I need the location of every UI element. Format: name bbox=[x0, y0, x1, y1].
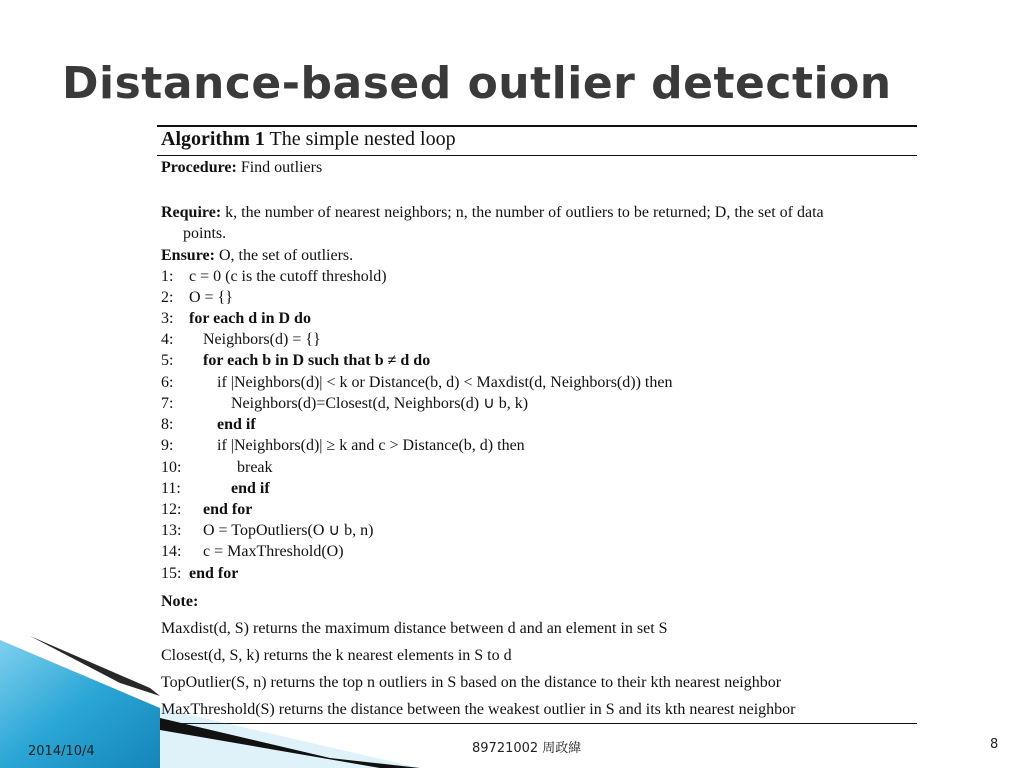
algorithm-name: The simple nested loop bbox=[269, 128, 456, 150]
algo-line-13: 13: O = TopOutliers(O ∪ b, n) bbox=[161, 522, 374, 539]
procedure-label: Procedure: bbox=[161, 159, 237, 176]
algo-line-14: 14: c = MaxThreshold(O) bbox=[161, 543, 344, 560]
require-line-cont: points. bbox=[183, 225, 227, 242]
require-line bbox=[161, 203, 824, 223]
algo-line-6: 6: if |Neighbors(d)| < k or Distance(b, d) < Maxdist(d, Neighbors(d)) then bbox=[161, 374, 673, 391]
note-maxdist: Maxdist(d, S) returns the maximum distance between d and an element in set S bbox=[161, 620, 668, 637]
algo-line-3: 3: for each d in D do bbox=[161, 310, 311, 327]
slide-title: Distance-based outlier detection bbox=[62, 58, 892, 109]
procedure-line bbox=[161, 158, 322, 178]
note-label: Note: bbox=[161, 593, 199, 610]
algo-line-1: 1: c = 0 (c is the cutoff threshold) bbox=[161, 268, 387, 285]
algorithm-heading bbox=[161, 128, 456, 151]
footer-page-number: 8 bbox=[990, 737, 999, 752]
algo-line-15: 15: end for bbox=[161, 565, 239, 582]
require-text: k, the number of nearest neighbors; n, the number of outliers to be returned; D, the set of data bbox=[225, 204, 824, 221]
algo-line-9: 9: if |Neighbors(d)| ≥ k and c > Distance(b, d) then bbox=[161, 437, 525, 454]
header-rule bbox=[157, 155, 917, 156]
procedure-text: Find outliers bbox=[240, 159, 323, 176]
algo-line-4: 4: Neighbors(d) = {} bbox=[161, 331, 321, 348]
ensure-line bbox=[161, 246, 353, 266]
footer-author: 89721002 周政緯 bbox=[472, 741, 582, 756]
algo-line-11: 11: end if bbox=[161, 480, 270, 497]
algo-line-7: 7: Neighbors(d)=Closest(d, Neighbors(d) ∪ b, k) bbox=[161, 395, 529, 412]
note-maxthreshold: MaxThreshold(S) returns the distance between the weakest outlier in S and its kth nearest neighbor bbox=[161, 701, 796, 718]
top-rule bbox=[157, 125, 917, 127]
algo-line-10: 10: break bbox=[161, 459, 273, 476]
ensure-text: O, the set of outliers. bbox=[218, 247, 354, 264]
ensure-label: Ensure: bbox=[161, 247, 215, 264]
algo-line-5: 5: for each b in D such that b ≠ d do bbox=[161, 352, 431, 369]
require-label: Require: bbox=[161, 204, 222, 221]
footer-date: 2014/10/4 bbox=[28, 744, 95, 759]
note-closest: Closest(d, S, k) returns the k nearest elements in S to d bbox=[161, 647, 512, 664]
algo-line-12: 12: end for bbox=[161, 501, 253, 518]
algorithm-label: Algorithm 1 bbox=[161, 128, 265, 150]
algo-line-2: 2: O = {} bbox=[161, 289, 233, 306]
algo-line-8: 8: end if bbox=[161, 416, 256, 433]
note-topoutlier: TopOutlier(S, n) returns the top n outliers in S based on the distance to their kth nearest neighbor bbox=[161, 674, 782, 691]
